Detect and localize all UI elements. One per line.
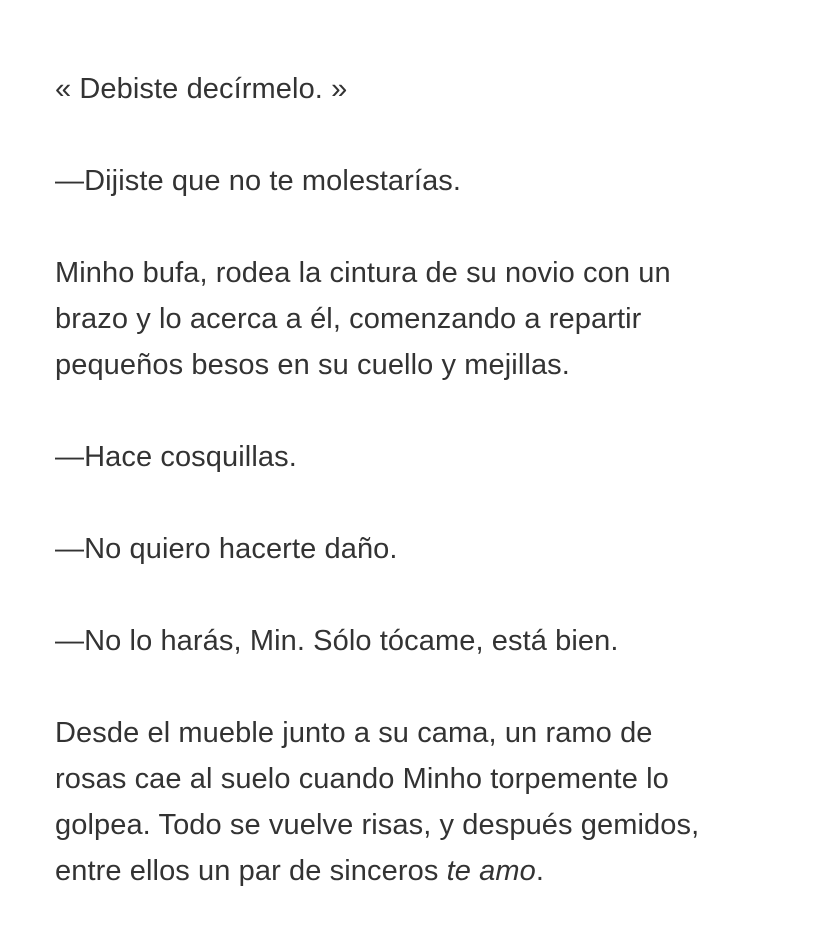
text-fragment: entre ellos un par de sinceros (55, 855, 447, 887)
text-line: brazo y lo acerca a él, comenzando a repartir (55, 303, 642, 335)
text-line: —Dijiste que no te molestarías. (55, 165, 462, 197)
text-line: rosas cae al suelo cuando Minho torpemente lo (55, 763, 669, 795)
story-text (55, 66, 795, 894)
text-line: golpea. Todo se vuelve risas, y después gemidos, (55, 809, 700, 841)
paragraph-6 (55, 618, 795, 664)
text-line: « Debiste decírmelo. » (55, 73, 348, 105)
paragraph-7 (55, 710, 795, 894)
text-line: Desde el mueble junto a su cama, un ramo de (55, 717, 653, 749)
paragraph-5 (55, 526, 795, 572)
text-line: —No quiero hacerte daño. (55, 533, 398, 565)
text-fragment: . (535, 855, 545, 887)
paragraph-4 (55, 434, 795, 480)
text-line: Minho bufa, rodea la cintura de su novio con un (55, 257, 671, 289)
text-line: pequeños besos en su cuello y mejillas. (55, 349, 570, 381)
paragraph-2 (55, 158, 795, 204)
paragraph-3 (55, 250, 795, 388)
text-line (55, 848, 795, 894)
italic-phrase: te amo (446, 855, 536, 887)
text-line: —Hace cosquillas. (55, 441, 297, 473)
text-line: —No lo harás, Min. Sólo tócame, está bien. (55, 625, 619, 657)
paragraph-1 (55, 66, 795, 112)
